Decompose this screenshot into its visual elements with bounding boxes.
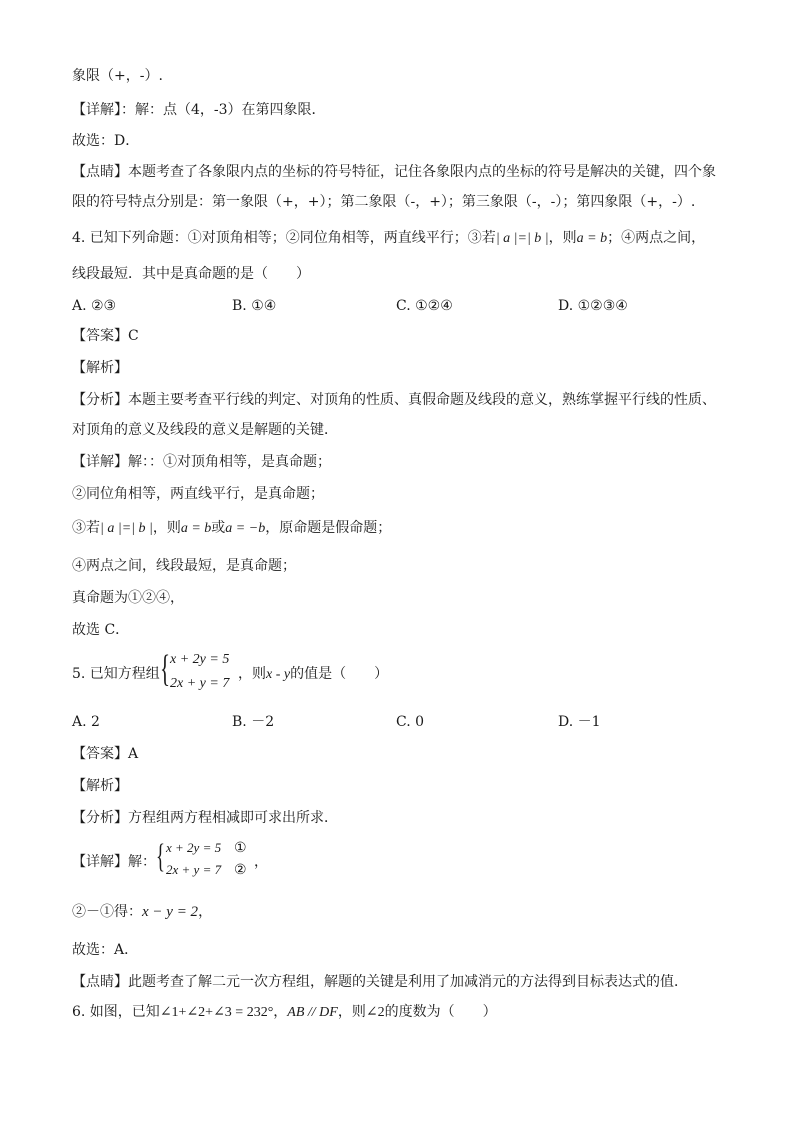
math-expression: a = b: [180, 521, 212, 536]
brace-symbol: {: [160, 648, 171, 690]
text-line: 【详解】：解：点（4，-3）在第四象限．: [72, 102, 326, 118]
equation-number: ①: [234, 840, 247, 856]
brace-symbol: {: [156, 838, 165, 875]
detail-prefix: 【详解】解：: [72, 854, 156, 870]
option-d: D. －1: [558, 714, 601, 730]
analysis-label: 【解析】: [72, 360, 128, 376]
math-expression: x - y: [266, 667, 291, 682]
option-b: B. ①④: [232, 298, 277, 314]
question-4-stem: [72, 228, 705, 249]
answer-label: 【答案】C: [72, 328, 139, 344]
text-line: 【点睛】此题考查了解二元一次方程组，解题的关键是利用了加减消元的方法得到目标表达式的值．: [72, 974, 688, 990]
text-line: [72, 518, 391, 539]
equation-line: x + 2y = 5: [170, 652, 230, 667]
equation-line: 2x + y = 7: [170, 676, 230, 691]
text-line: 【分析】方程组两方程相减即可求出所求．: [72, 810, 338, 826]
option-b: B. －2: [232, 714, 275, 730]
text-line: ②同位角相等，两直线平行，是真命题；: [72, 486, 324, 502]
equation-line: x + 2y = 5: [166, 840, 222, 855]
text: ，: [273, 1004, 288, 1020]
option-c: C. 0: [396, 714, 425, 730]
text: 6. 如图，已知: [72, 1004, 160, 1020]
text: ③若: [72, 520, 100, 536]
question-5-stem-suffix: [238, 664, 388, 685]
text: 的值是（ ）: [290, 666, 389, 682]
math-expression: ∠2: [365, 1005, 385, 1020]
text: ，则: [337, 1004, 366, 1020]
text-line: 对顶角的意义及线段的意义是解题的关键．: [72, 422, 338, 438]
question-6-stem: [72, 1002, 497, 1023]
text-line: 限的符号特点分别是：第一象限（+，+）；第二象限（-，+）；第三象限（-，-）；第四象限（+，-）.: [72, 194, 696, 210]
text: ，原命题是假命题；: [265, 520, 392, 536]
text: ②－①得：: [72, 904, 142, 920]
text: ，则: [548, 230, 577, 246]
analysis-label: 【解析】: [72, 778, 128, 794]
question-5-stem-prefix: 5. 已知方程组: [72, 666, 160, 682]
text-line: 线段最短．其中是真命题的是（ ）: [72, 266, 310, 282]
text-line: 【点睛】本题考查了各象限内点的坐标的符号特征，记住各象限内点的坐标的符号是解决的关键，四个象: [72, 164, 716, 180]
math-expression: ∠1+∠2+∠3 = 232°: [159, 1005, 274, 1020]
text-line: 故选 C．: [72, 622, 130, 638]
text-line: 真命题为①②④，: [72, 590, 184, 606]
math-expression: x − y = 2: [142, 904, 199, 920]
text-line: 故选：A．: [72, 942, 139, 958]
option-d: D. ①②③④: [558, 298, 628, 314]
text: ，: [254, 854, 268, 870]
text: 或: [211, 520, 226, 536]
option-a: A. 2: [72, 714, 100, 730]
math-expression: a = −b: [225, 521, 266, 536]
math-expression: | a |=| b |: [100, 521, 153, 536]
math-expression: AB // DF: [287, 1005, 338, 1020]
answer-label: 【答案】A: [72, 746, 139, 762]
math-expression: | a |=| b |: [495, 231, 549, 246]
text: 的度数为（ ）: [384, 1004, 497, 1020]
text-line: [72, 902, 212, 922]
text: ，则: [152, 520, 181, 536]
text-line: 【详解】解：：①对顶角相等，是真命题；: [72, 454, 331, 470]
text-line: ④两点之间，线段最短，是真命题；: [72, 558, 296, 574]
math-expression: a = b: [576, 231, 608, 246]
text-line: 【分析】本题主要考查平行线的判定、对顶角的性质、真假命题及线段的意义，熟练掌握平行线的性质、: [72, 392, 716, 408]
text: ，则: [238, 666, 266, 682]
text: ，: [198, 904, 213, 920]
text-line: 象限（+，-）.: [72, 68, 163, 84]
option-c: C. ①②④: [396, 298, 453, 314]
option-a: A. ②③: [72, 298, 117, 314]
equation-line: 2x + y = 7: [166, 862, 222, 877]
text-line: 故选：D．: [72, 133, 140, 149]
text: 4. 已知下列命题：①对顶角相等；②同位角相等，两直线平行；③若: [72, 230, 496, 246]
text: ；④两点之间，: [607, 230, 706, 246]
equation-number: ②: [234, 862, 247, 878]
